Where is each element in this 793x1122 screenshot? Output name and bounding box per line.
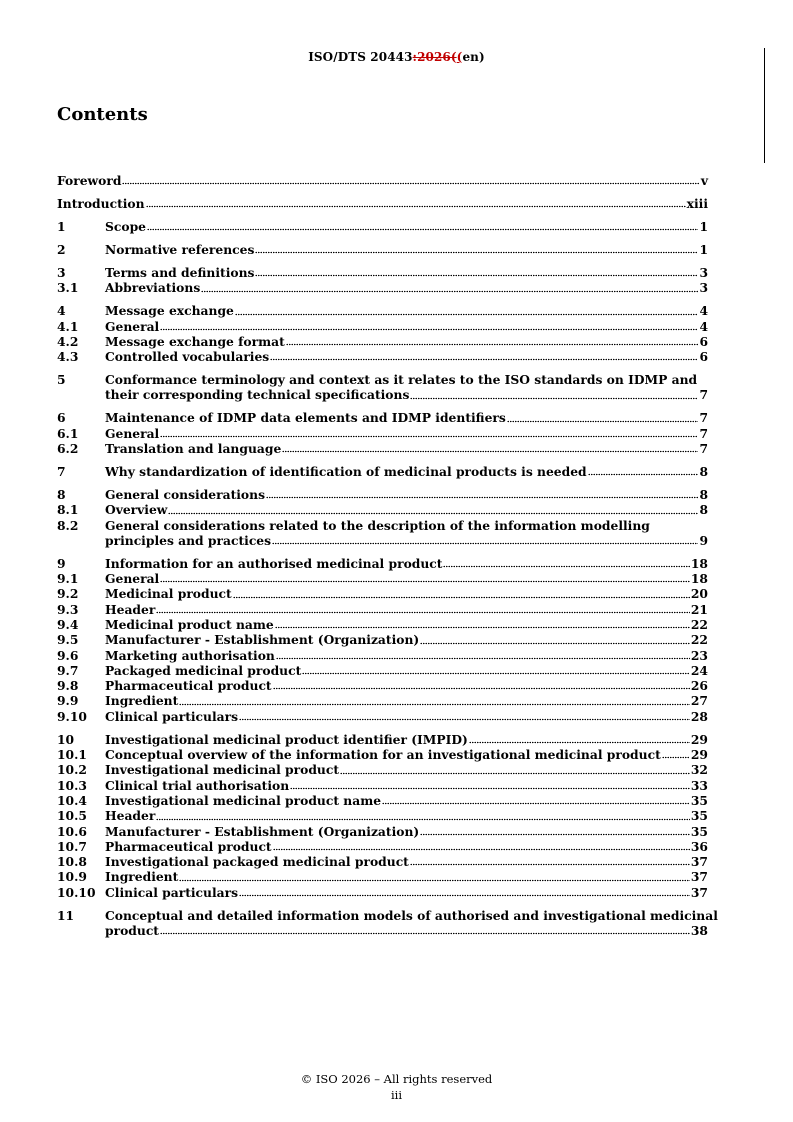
toc-entry-number: 6 bbox=[57, 410, 66, 426]
header-deleted-text: :2026( bbox=[412, 50, 457, 64]
toc-entry[interactable] bbox=[57, 196, 708, 211]
toc-dot-leader bbox=[469, 734, 690, 744]
toc-entry-label: Ingredient bbox=[105, 693, 179, 709]
toc-entry-label: General bbox=[105, 318, 160, 334]
toc-entry[interactable] bbox=[57, 518, 708, 549]
toc-entry-label: Header bbox=[105, 808, 156, 824]
toc-dot-leader bbox=[239, 711, 690, 721]
toc-entry-label: Message exchange bbox=[105, 303, 234, 319]
toc-entry-page: 3 bbox=[699, 280, 708, 296]
toc-entry-page: 28 bbox=[690, 708, 708, 724]
toc-dot-leader bbox=[266, 489, 698, 499]
toc-dot-leader bbox=[382, 795, 690, 805]
toc-entry[interactable] bbox=[57, 778, 708, 793]
toc-dot-leader bbox=[201, 283, 698, 293]
toc-entry[interactable] bbox=[57, 586, 708, 601]
toc-entry[interactable] bbox=[57, 219, 708, 234]
toc-dot-leader bbox=[233, 589, 690, 599]
toc-entry[interactable] bbox=[57, 732, 708, 747]
toc-dot-leader bbox=[272, 535, 698, 545]
toc-dot-leader bbox=[286, 336, 699, 346]
toc-entry-page: 8 bbox=[699, 486, 708, 502]
toc-entry-label: Manufacturer - Establishment (Organization) bbox=[105, 823, 420, 839]
toc-entry[interactable] bbox=[57, 663, 708, 678]
toc-entry-label: Marketing authorisation bbox=[105, 647, 275, 663]
toc-entry[interactable] bbox=[57, 693, 708, 708]
toc-entry[interactable] bbox=[57, 441, 708, 456]
toc-entry-label: product bbox=[105, 923, 159, 939]
toc-dot-leader bbox=[160, 428, 698, 438]
toc-dot-leader bbox=[275, 619, 690, 629]
toc-entry-label: Ingredient bbox=[105, 869, 179, 885]
toc-entry[interactable] bbox=[57, 303, 708, 318]
toc-entry-page: 24 bbox=[690, 662, 708, 678]
toc-entry-label: Investigational medicinal product name bbox=[105, 792, 382, 808]
toc-entry-page: 37 bbox=[690, 854, 708, 870]
toc-entry-label: Foreword bbox=[57, 173, 122, 188]
toc-entry-page: 27 bbox=[690, 693, 708, 709]
toc-entry-label: Message exchange format bbox=[105, 333, 285, 349]
toc-entry-label: Medicinal product bbox=[105, 586, 232, 602]
toc-entry-label: Clinical trial authorisation bbox=[105, 777, 290, 793]
toc-entry[interactable] bbox=[57, 617, 708, 632]
toc-entry-label: Packaged medicinal product bbox=[105, 662, 302, 678]
toc-dot-leader bbox=[420, 826, 690, 836]
toc-entry-label: Introduction bbox=[57, 195, 145, 211]
toc-entry-number: 10.8 bbox=[57, 854, 87, 870]
toc-entry-page: 9 bbox=[699, 532, 708, 548]
toc-entry[interactable] bbox=[57, 869, 708, 884]
toc-entry-number: 3 bbox=[57, 264, 66, 280]
toc-dot-leader bbox=[302, 665, 690, 675]
toc-entry[interactable] bbox=[57, 709, 708, 724]
toc-entry-number: 5 bbox=[57, 372, 66, 388]
toc-entry[interactable] bbox=[57, 678, 708, 693]
toc-entry[interactable] bbox=[57, 265, 708, 280]
toc-entry-number: 10.6 bbox=[57, 823, 87, 839]
footer-page-number: iii bbox=[390, 1088, 403, 1102]
toc-entry-label: Investigational packaged medicinal product bbox=[105, 854, 409, 870]
toc-entry-page: 4 bbox=[699, 303, 708, 319]
toc-dot-leader bbox=[179, 872, 690, 882]
toc-entry-page: 20 bbox=[690, 586, 708, 602]
toc-entry-label: their corresponding technical specifications bbox=[105, 387, 410, 403]
toc-entry-number: 9.9 bbox=[57, 693, 79, 709]
toc-dot-leader bbox=[147, 221, 698, 231]
toc-entry-number: 4.3 bbox=[57, 349, 79, 365]
toc-entry-page: 3 bbox=[699, 264, 708, 280]
toc-dot-leader bbox=[122, 175, 699, 185]
toc-entry[interactable] bbox=[57, 410, 708, 425]
toc-entry-number: 9.6 bbox=[57, 647, 79, 663]
toc-entry[interactable] bbox=[57, 556, 708, 571]
toc-entry-number: 8.1 bbox=[57, 502, 79, 518]
toc-entry[interactable] bbox=[57, 571, 708, 586]
header-cursor-mark: ( bbox=[456, 50, 463, 64]
toc-entry-label: Header bbox=[105, 601, 156, 617]
toc-entry[interactable] bbox=[57, 885, 708, 900]
toc-entry-page: 26 bbox=[690, 678, 708, 694]
toc-entry-page: 6 bbox=[699, 333, 708, 349]
toc-entry-page: 7 bbox=[699, 387, 708, 403]
toc-dot-leader bbox=[507, 413, 699, 423]
toc-entry[interactable] bbox=[57, 907, 718, 939]
toc-entry[interactable] bbox=[57, 854, 708, 869]
toc-dot-leader bbox=[410, 856, 690, 866]
toc-dot-leader bbox=[276, 650, 690, 660]
toc-entry[interactable] bbox=[57, 808, 708, 823]
toc-entry-label: Why standardization of identification of medicinal products is needed bbox=[105, 463, 587, 479]
toc-dot-leader bbox=[410, 390, 698, 400]
toc-entry-label: Maintenance of IDMP data elements and IDMP identifiers bbox=[105, 410, 506, 426]
change-bar bbox=[764, 48, 765, 163]
toc-dot-leader bbox=[273, 680, 690, 690]
toc-entry[interactable] bbox=[57, 372, 708, 403]
toc-entry[interactable] bbox=[57, 648, 708, 663]
toc-entry-page: 37 bbox=[690, 869, 708, 885]
toc-entry-number: 6.1 bbox=[57, 425, 79, 441]
toc-entry-label: General considerations bbox=[105, 486, 265, 502]
toc-entry-label: Abbreviations bbox=[105, 280, 201, 296]
toc-entry-label: Conceptual overview of the information for an investigational medicinal product bbox=[105, 747, 661, 763]
footer-copyright: © ISO 2026 – All rights reserved bbox=[300, 1072, 493, 1086]
toc-entry[interactable] bbox=[57, 280, 708, 295]
toc-entry[interactable] bbox=[57, 793, 708, 808]
toc-entry-number: 4 bbox=[57, 303, 66, 319]
toc-entry-number: 9 bbox=[57, 555, 66, 571]
toc-dot-leader bbox=[156, 604, 690, 614]
toc-entry-page: v bbox=[700, 173, 708, 188]
toc-dot-leader bbox=[160, 321, 698, 331]
toc-entry-page: 21 bbox=[690, 601, 708, 617]
toc-entry-number: 9.8 bbox=[57, 678, 79, 694]
toc-entry-number: 11 bbox=[57, 907, 75, 923]
toc-entry-number: 10.4 bbox=[57, 792, 87, 808]
toc-dot-leader bbox=[270, 351, 698, 361]
toc-entry-page: 37 bbox=[690, 884, 708, 900]
toc-entry-page: 33 bbox=[690, 777, 708, 793]
toc-entry-number: 9.5 bbox=[57, 632, 79, 648]
toc-entry-label: Clinical particulars bbox=[105, 884, 239, 900]
toc-entry-page: 29 bbox=[690, 731, 708, 747]
toc-entry-number: 4.1 bbox=[57, 318, 79, 334]
toc-entry-page: 38 bbox=[690, 923, 708, 939]
toc-entry[interactable] bbox=[57, 487, 708, 502]
toc-entry-page: 8 bbox=[699, 463, 708, 479]
toc-entry-page: 23 bbox=[690, 647, 708, 663]
toc-entry-number: 2 bbox=[57, 241, 66, 257]
toc-entry-number: 3.1 bbox=[57, 280, 79, 296]
toc-entry-number: 9.10 bbox=[57, 708, 87, 724]
toc-entry-label: General bbox=[105, 425, 160, 441]
toc-entry-number: 10.3 bbox=[57, 777, 87, 793]
toc-entry-number: 10.2 bbox=[57, 762, 87, 778]
toc-entry[interactable] bbox=[57, 602, 708, 617]
toc-entry-label: Clinical particulars bbox=[105, 708, 239, 724]
toc-entry-label: Overview bbox=[105, 502, 168, 518]
toc-entry-page: 7 bbox=[699, 425, 708, 441]
toc-entry-label: Terms and definitions bbox=[105, 264, 255, 280]
toc-entry-number: 8 bbox=[57, 486, 66, 502]
toc-dot-leader bbox=[179, 696, 690, 706]
toc-entry-page: 35 bbox=[690, 792, 708, 808]
contents-title: Contents bbox=[57, 104, 148, 125]
toc-entry-number: 10.9 bbox=[57, 869, 87, 885]
toc-entry[interactable] bbox=[57, 762, 708, 777]
toc-entry[interactable] bbox=[57, 747, 708, 762]
toc-entry-label: Medicinal product name bbox=[105, 617, 274, 632]
toc-entry-number: 9.1 bbox=[57, 571, 79, 587]
toc-entry-number: 8.2 bbox=[57, 517, 79, 533]
toc-entry[interactable] bbox=[57, 173, 708, 188]
toc-entry-page: 35 bbox=[690, 808, 708, 824]
toc-entry-page: 8 bbox=[699, 502, 708, 518]
toc-dot-leader bbox=[160, 925, 690, 935]
toc-entry[interactable] bbox=[57, 464, 708, 479]
toc-entry-page: 7 bbox=[699, 410, 708, 426]
document-header bbox=[0, 50, 793, 64]
toc-entry-label: Scope bbox=[105, 218, 146, 234]
toc-entry-label: principles and practices bbox=[105, 532, 272, 548]
toc-entry-page: 1 bbox=[699, 241, 708, 257]
toc-dot-leader bbox=[255, 244, 698, 254]
toc-dot-leader bbox=[340, 765, 690, 775]
toc-entry[interactable] bbox=[57, 242, 708, 257]
toc-entry[interactable] bbox=[57, 824, 708, 839]
toc-entry-label: Manufacturer - Establishment (Organization) bbox=[105, 632, 420, 648]
toc-entry-label: Normative references bbox=[105, 241, 255, 257]
toc-entry[interactable] bbox=[57, 426, 708, 441]
toc-entry-page: xiii bbox=[686, 195, 708, 211]
toc-entry-page: 29 bbox=[690, 747, 708, 763]
toc-entry-page: 36 bbox=[690, 838, 708, 854]
toc-dot-leader bbox=[239, 887, 690, 897]
toc-entry[interactable] bbox=[57, 319, 708, 334]
toc-dot-leader bbox=[168, 505, 698, 515]
toc-entry-page: 4 bbox=[699, 318, 708, 334]
toc-entry-number: 9.7 bbox=[57, 662, 79, 678]
toc-entry-page: 18 bbox=[690, 555, 708, 571]
toc-entry-label: Translation and language bbox=[105, 440, 282, 456]
toc-dot-leader bbox=[588, 466, 699, 476]
header-language: en) bbox=[462, 50, 485, 64]
toc-dot-leader bbox=[290, 780, 690, 790]
toc-entry-number: 7 bbox=[57, 463, 66, 479]
toc-dot-leader bbox=[146, 198, 686, 208]
toc-entry-label: Pharmaceutical product bbox=[105, 838, 272, 854]
toc-entry-label-line1: General considerations related to the description of the information modelling bbox=[105, 517, 650, 533]
toc-entry-number: 10 bbox=[57, 731, 75, 747]
toc-dot-leader bbox=[273, 841, 690, 851]
toc-entry-number: 9.3 bbox=[57, 601, 79, 617]
toc-entry-label-line1: Conformance terminology and context as it relates to the ISO standards on IDMP and bbox=[105, 372, 698, 388]
toc-dot-leader bbox=[282, 443, 698, 453]
header-standard-id: ISO/DTS 20443 bbox=[308, 50, 413, 64]
toc-entry-page: 6 bbox=[699, 349, 708, 365]
toc-entry-page: 18 bbox=[690, 571, 708, 587]
toc-entry-page: 22 bbox=[690, 632, 708, 648]
table-of-contents bbox=[57, 173, 718, 939]
toc-entry-number: 6.2 bbox=[57, 440, 79, 456]
toc-entry-number: 1 bbox=[57, 218, 66, 234]
toc-dot-leader bbox=[443, 558, 689, 568]
toc-entry[interactable] bbox=[57, 632, 708, 647]
toc-dot-leader bbox=[255, 267, 698, 277]
toc-dot-leader bbox=[160, 573, 690, 583]
toc-entry-page: 35 bbox=[690, 823, 708, 839]
toc-entry-number: 10.1 bbox=[57, 747, 87, 763]
toc-entry[interactable] bbox=[57, 839, 708, 854]
toc-entry-label: Investigational medicinal product identifier (IMPID) bbox=[105, 731, 468, 747]
toc-entry-label: Investigational medicinal product bbox=[105, 762, 340, 778]
toc-entry-label: Controlled vocabularies bbox=[105, 349, 270, 365]
toc-entry-number: 10.10 bbox=[57, 884, 96, 900]
toc-entry[interactable] bbox=[57, 502, 708, 517]
toc-entry-number: 10.7 bbox=[57, 838, 87, 854]
toc-dot-leader bbox=[420, 635, 690, 645]
toc-entry-number: 4.2 bbox=[57, 333, 79, 349]
toc-entry-number: 9.2 bbox=[57, 586, 79, 602]
toc-entry-label-line1: Conceptual and detailed information models of authorised and investigational medicinal bbox=[105, 907, 718, 923]
toc-dot-leader bbox=[156, 811, 690, 821]
toc-entry-number: 10.5 bbox=[57, 808, 87, 824]
toc-entry-label: Information for an authorised medicinal product bbox=[105, 555, 443, 571]
toc-dot-leader bbox=[235, 306, 699, 316]
toc-dot-leader bbox=[662, 749, 690, 759]
toc-entry-page: 32 bbox=[690, 762, 708, 778]
toc-entry-label: General bbox=[105, 571, 160, 587]
toc-entry[interactable] bbox=[57, 349, 708, 364]
toc-entry-page: 22 bbox=[690, 617, 708, 632]
toc-entry-number: 9.4 bbox=[57, 617, 79, 632]
toc-entry-label: Pharmaceutical product bbox=[105, 678, 272, 694]
toc-entry[interactable] bbox=[57, 334, 708, 349]
toc-entry-page: 7 bbox=[699, 440, 708, 456]
toc-entry-page: 1 bbox=[699, 218, 708, 234]
